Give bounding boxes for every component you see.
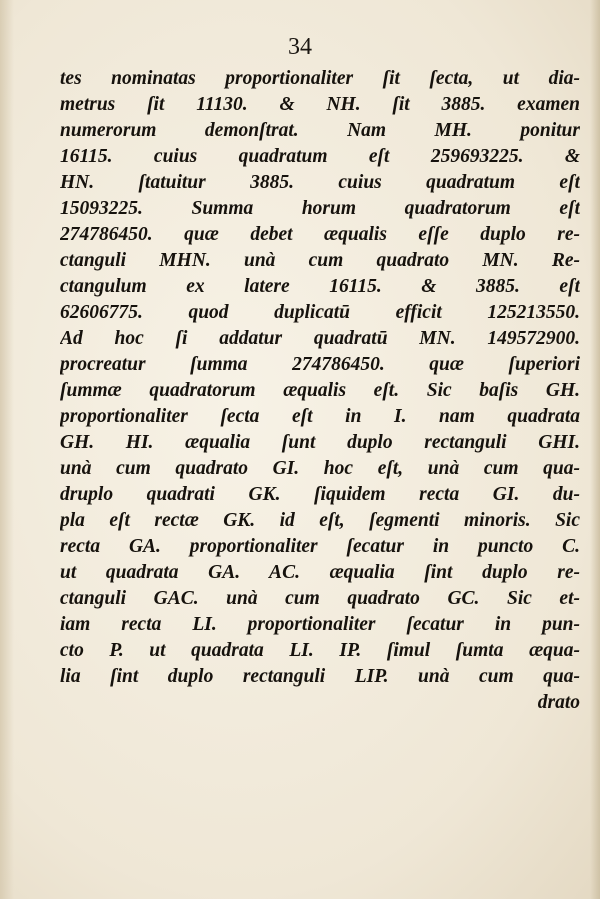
body-text <box>60 66 580 716</box>
text-line: numerorum demonſtrat. Nam MH. ponitur <box>60 120 580 141</box>
text-line: tes nominatas proportionaliter ſit ſecta, ut dia- <box>60 68 580 89</box>
text-line: HN. ſtatuitur 3885. cuius quadratum eſt <box>60 172 580 193</box>
text-line: 16115. cuius quadratum eſt 259693225. & <box>60 146 580 167</box>
text-line: druplo quadrati GK. ſiquidem recta GI. du- <box>60 484 580 505</box>
text-line: metrus ſit 11130. & NH. ſit 3885. examen <box>60 94 580 115</box>
text-line: iam recta LI. proportionaliter ſecatur in pun- <box>60 614 580 635</box>
text-line: 15093225. Summa horum quadratorum eſt <box>60 198 580 219</box>
page-right-shadow <box>590 0 600 899</box>
text-line: Ad hoc ſi addatur quadratū MN. 149572900. <box>60 328 580 349</box>
catchword: drato <box>537 692 580 713</box>
text-line: ſummæ quadratorum æqualis eſt. Sic baſis GH. <box>60 380 580 401</box>
text-line: lia ſint duplo rectanguli LIP. unà cum qua- <box>60 666 580 687</box>
text-line: cto P. ut quadrata LI. IP. ſimul ſumta æqua- <box>60 640 580 661</box>
text-line: ctanguli GAC. unà cum quadrato GC. Sic et- <box>60 588 580 609</box>
text-line: ut quadrata GA. AC. æqualia ſint duplo re- <box>60 562 580 583</box>
text-line: recta GA. proportionaliter ſecatur in puncto C. <box>60 536 580 557</box>
page-left-shadow <box>0 0 14 899</box>
text-line: GH. HI. æqualia ſunt duplo rectanguli GHI. <box>60 432 580 453</box>
text-line: unà cum quadrato GI. hoc eſt, unà cum qua- <box>60 458 580 479</box>
page-number: 34 <box>288 34 312 60</box>
text-line: ctangulum ex latere 16115. & 3885. eſt <box>60 276 580 297</box>
text-line: 274786450. quæ debet æqualis eſſe duplo re- <box>60 224 580 245</box>
text-line: pla eſt rectæ GK. id eſt, ſegmenti minoris. Sic <box>60 510 580 531</box>
text-line: 62606775. quod duplicatū efficit 125213550. <box>60 302 580 323</box>
text-line: proportionaliter ſecta eſt in I. nam quadrata <box>60 406 580 427</box>
text-line: ctanguli MHN. unà cum quadrato MN. Re- <box>60 250 580 271</box>
text-line: procreatur ſumma 274786450. quæ ſuperiori <box>60 354 580 375</box>
